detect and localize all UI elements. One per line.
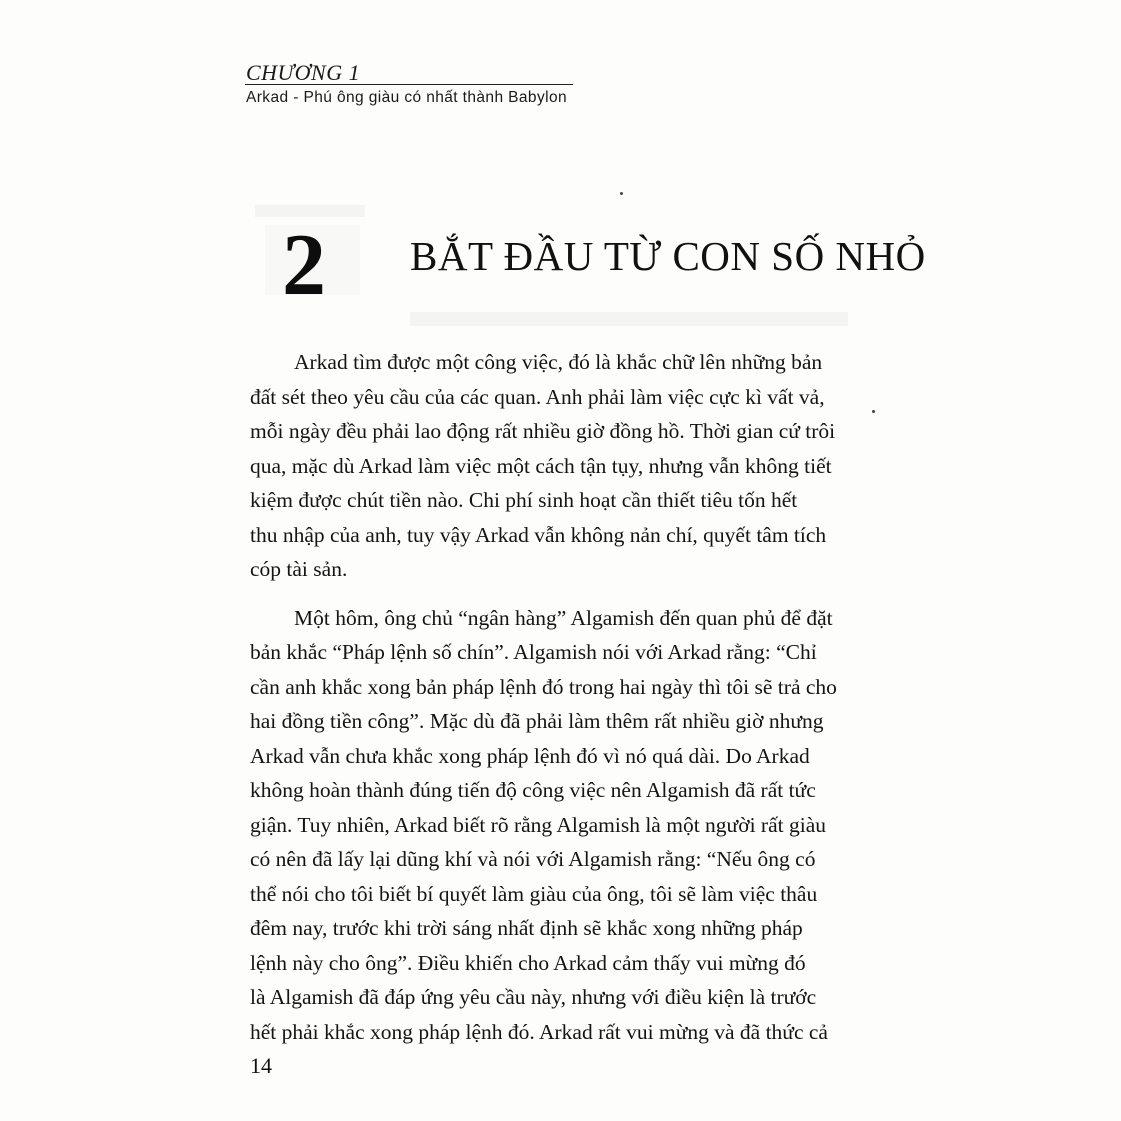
text-line: cóp tài sản. <box>250 557 348 581</box>
section-number: 2 <box>282 217 326 314</box>
text-line: có nên đã lấy lại dũng khí và nói với Algamish rằng: “Nếu ông có <box>250 847 816 871</box>
section-title: BẮT ĐẦU TỪ CON SỐ NHỎ <box>410 233 926 279</box>
text-line: bản khắc “Pháp lệnh số chín”. Algamish nói với Arkad rằng: “Chỉ <box>250 640 817 664</box>
text-line: Arkad tìm được một công việc, đó là khắc chữ lên những bản <box>294 350 823 374</box>
text-line: không hoàn thành đúng tiến độ công việc nên Algamish đã rất tức <box>250 778 816 802</box>
text-line: hai đồng tiền công”. Mặc dù đã phải làm thêm rất nhiều giờ nhưng <box>250 709 824 733</box>
header-divider <box>245 84 573 85</box>
paragraph-gap <box>250 587 860 601</box>
print-speck <box>620 192 623 195</box>
text-line: thể nói cho tôi biết bí quyết làm giàu của ông, tôi sẽ làm việc thâu <box>250 881 818 906</box>
print-speck <box>872 410 875 413</box>
chapter-subtitle: Arkad - Phú ông giàu có nhất thành Babylon <box>246 89 567 106</box>
text-line: đêm nay, trước khi trời sáng nhất định sẽ khắc xong những pháp <box>250 916 803 940</box>
text-line: qua, mặc dù Arkad làm việc một cách tận tụy, nhưng vẫn không tiết <box>250 453 832 478</box>
text-line: Arkad vẫn chưa khắc xong pháp lệnh đó vì nó quá dài. Do Arkad <box>250 743 810 768</box>
text-line: giận. Tuy nhiên, Arkad biết rõ rằng Algamish là một người rất giàu <box>250 812 826 837</box>
text-line: Một hôm, ông chủ “ngân hàng” Algamish đến quan phủ để đặt <box>294 605 833 630</box>
paragraph <box>250 601 860 1050</box>
paragraph <box>250 345 860 587</box>
chapter-label: CHƯƠNG 1 <box>246 60 361 85</box>
text-line: mỗi ngày đều phải lao động rất nhiều giờ đồng hồ. Thời gian cứ trôi <box>250 419 836 443</box>
text-line: là Algamish đã đáp ứng yêu cầu này, nhưng với điều kiện là trước <box>250 985 817 1009</box>
text-line: kiệm được chút tiền nào. Chi phí sinh hoạt cần thiết tiêu tốn hết <box>250 488 798 512</box>
page-number: 14 <box>250 1053 272 1078</box>
text-line: cần anh khắc xong bản pháp lệnh đó trong hai ngày thì tôi sẽ trả cho <box>250 674 837 699</box>
text-line: đất sét theo yêu cầu của các quan. Anh phải làm việc cực kì vất vả, <box>250 384 825 409</box>
text-line: thu nhập của anh, tuy vậy Arkad vẫn không nản chí, quyết tâm tích <box>250 522 827 547</box>
bleed-through-mark <box>255 205 365 217</box>
bleed-through-mark <box>410 312 848 326</box>
text-line: lệnh này cho ông”. Điều khiến cho Arkad cảm thấy vui mừng đó <box>250 950 806 975</box>
body-text <box>250 345 860 1049</box>
text-line: hết phải khắc xong pháp lệnh đó. Arkad rất vui mừng và đã thức cả <box>250 1019 828 1044</box>
